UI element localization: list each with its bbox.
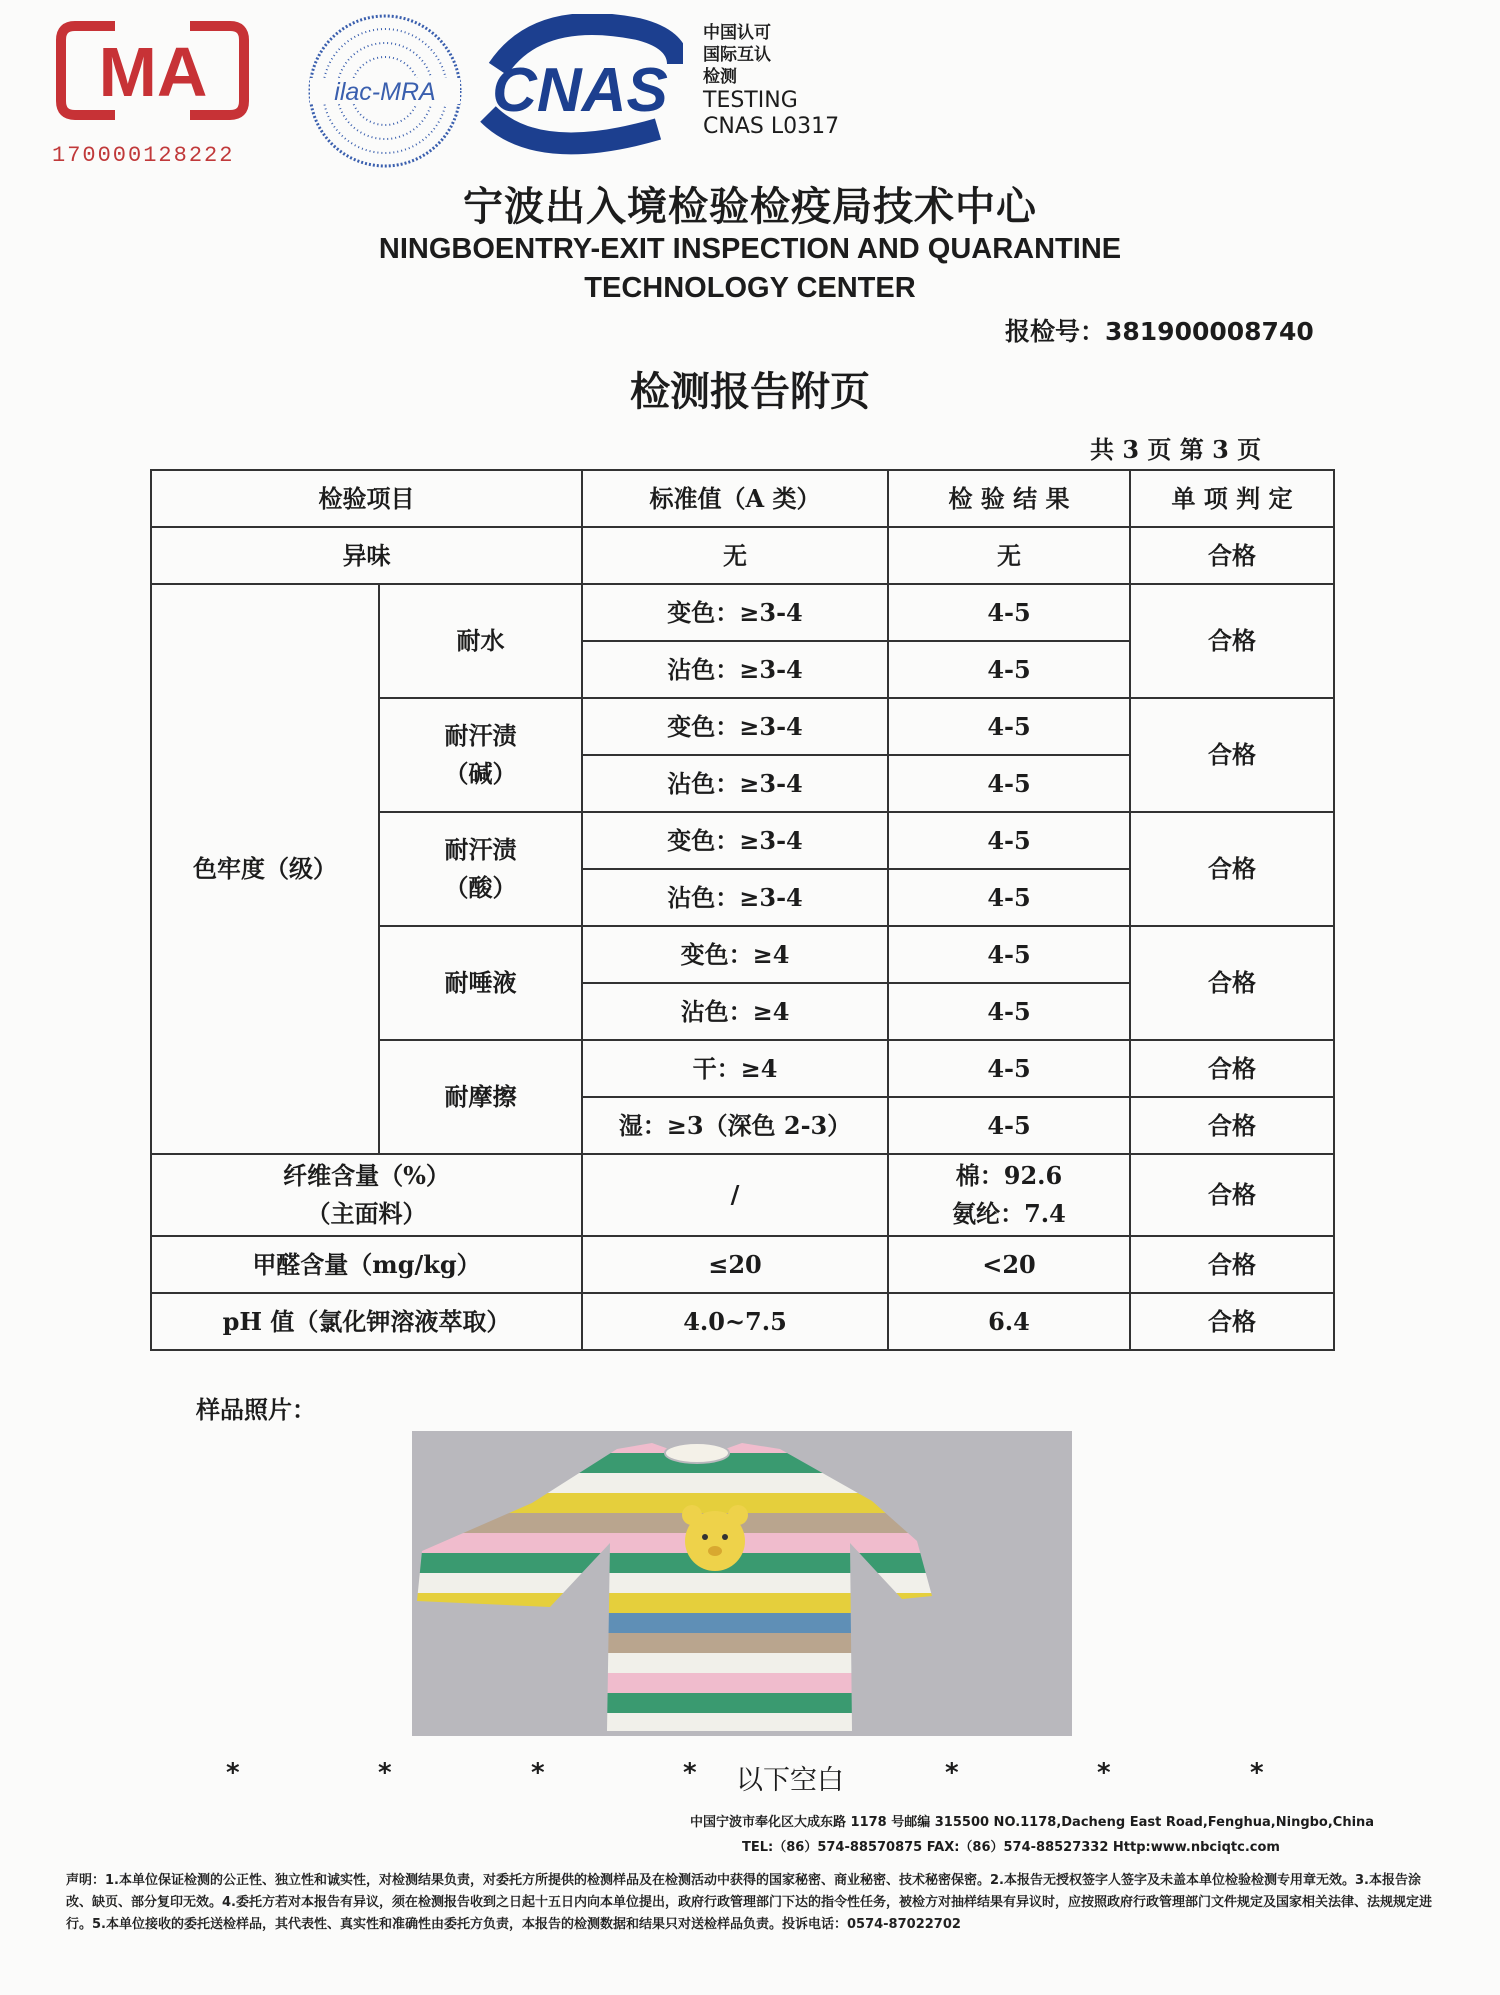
formaldehyde-item: 甲醛含量（mg/kg） xyxy=(151,1236,582,1293)
results-table xyxy=(150,469,1335,1351)
contact-line: TEL:（86）574-88570875 FAX:（86）574-88527332 Http:www.nbciqtc.com xyxy=(742,1840,1280,1855)
star-mark: * xyxy=(945,1758,959,1788)
sweat-acid-result-1: 4-5 xyxy=(888,812,1130,869)
water-standard-2: 沾色：≥3-4 xyxy=(582,641,888,698)
water-result-1: 4-5 xyxy=(888,584,1130,641)
formaldehyde-standard: ≤20 xyxy=(582,1236,888,1293)
table-row xyxy=(151,1293,1334,1350)
table-row xyxy=(151,1236,1334,1293)
rubbing-verdict-2: 合格 xyxy=(1130,1097,1334,1154)
table-header-row xyxy=(151,470,1334,527)
saliva-verdict: 合格 xyxy=(1130,926,1334,1040)
star-mark: * xyxy=(226,1758,240,1788)
cnas-text-line: 检测 xyxy=(703,67,737,87)
star-mark: * xyxy=(531,1758,545,1788)
sweat-alkali-result-1: 4-5 xyxy=(888,698,1130,755)
water-standard-1: 变色：≥3-4 xyxy=(582,584,888,641)
rubbing-result-2: 4-5 xyxy=(888,1097,1130,1154)
cma-logo xyxy=(55,18,250,123)
odor-item: 异味 xyxy=(151,527,582,584)
table-row xyxy=(151,1154,1334,1236)
sweat-alkali-standard-2: 沾色：≥3-4 xyxy=(582,755,888,812)
table-row xyxy=(151,584,1334,641)
sweat-acid-verdict: 合格 xyxy=(1130,812,1334,926)
sweat-alkali-name xyxy=(379,698,582,812)
sample-photo xyxy=(412,1431,1072,1736)
cnas-text-line: TESTING xyxy=(703,88,798,113)
saliva-standard-1: 变色：≥4 xyxy=(582,926,888,983)
sweat-alkali-verdict: 合格 xyxy=(1130,698,1334,812)
sweat-acid-name-line: （酸） xyxy=(444,873,517,902)
ilac-mra-logo xyxy=(306,12,464,170)
sweat-alkali-standard-1: 变色：≥3-4 xyxy=(582,698,888,755)
star-mark: * xyxy=(683,1758,697,1788)
header-verdict: 单 项 判 定 xyxy=(1130,470,1334,527)
svg-text:CNAS: CNAS xyxy=(492,56,668,125)
sweat-alkali-name-line: （碱） xyxy=(444,759,517,788)
header-result: 检 验 结 果 xyxy=(888,470,1130,527)
rubbing-name: 耐摩擦 xyxy=(379,1040,582,1154)
svg-text:ilac-MRA: ilac-MRA xyxy=(334,78,436,106)
org-name-en-line: TECHNOLOGY CENTER xyxy=(584,272,916,304)
fiber-standard: / xyxy=(582,1154,888,1236)
star-mark: * xyxy=(378,1758,392,1788)
saliva-result-1: 4-5 xyxy=(888,926,1130,983)
rubbing-standard-2: 湿：≥3（深色 2-3） xyxy=(582,1097,888,1154)
colorfastness-label: 色牢度（级） xyxy=(151,584,379,1154)
rubbing-standard-1: 干：≥4 xyxy=(582,1040,888,1097)
sweat-acid-result-2: 4-5 xyxy=(888,869,1130,926)
formaldehyde-verdict: 合格 xyxy=(1130,1236,1334,1293)
cnas-text-line: 国际互认 xyxy=(703,45,771,65)
fiber-item-line: 纤维含量（%） xyxy=(283,1161,450,1190)
cnas-accreditation-text xyxy=(703,22,883,140)
water-result-2: 4-5 xyxy=(888,641,1130,698)
fiber-result-line: 氨纶：7.4 xyxy=(952,1199,1066,1228)
footer-address xyxy=(690,1810,1450,1860)
cnas-text-line: 中国认可 xyxy=(703,23,771,43)
rubbing-result-1: 4-5 xyxy=(888,1040,1130,1097)
odor-result: 无 xyxy=(888,527,1130,584)
blank-line xyxy=(0,1758,1500,1794)
page-count: 共 3 页 第 3 页 xyxy=(1090,435,1262,464)
cnas-logo xyxy=(478,14,683,159)
fiber-result xyxy=(888,1154,1130,1236)
fiber-item xyxy=(151,1154,582,1236)
water-verdict: 合格 xyxy=(1130,584,1334,698)
sample-photo-label: 样品照片： xyxy=(196,1395,316,1424)
disclaimer-text: 声明：1.本单位保证检测的公正性、独立性和诚实性，对检测结果负责，对委托方所提供的检测样品及在检测活动中获得的国家秘密、商业秘密、技术秘密保密。2.本报告无授权签字人签字及未盖本单位检验检测专用章无效。3.本报告涂改、缺页、部分复印无效。4.委托方若对本报告有异议，须在检测报告收到之日起十五日内向本单位提出，政府行政管理部门下达的指令性任务，被检方对抽样结果有异议时，应按照政府行政管理部门文件规定及国家相关法律、法规规定进行。5.本单位接收的委托送检样品，其代表性、真实性和准确性由委托方负责，本报告的检测数据和结果只对送检样品负责。投诉电话：0574-87022702 xyxy=(66,1873,1432,1932)
ph-item: pH 值（氯化钾溶液萃取） xyxy=(151,1293,582,1350)
sweat-acid-standard-2: 沾色：≥3-4 xyxy=(582,869,888,926)
address-line: 中国宁波市奉化区大成东路 1178 号邮编 315500 NO.1178,Dacheng East Road,Fenghua,Ningbo,China xyxy=(690,1815,1375,1830)
odor-verdict: 合格 xyxy=(1130,527,1334,584)
saliva-name: 耐唾液 xyxy=(379,926,582,1040)
ph-verdict: 合格 xyxy=(1130,1293,1334,1350)
odor-standard: 无 xyxy=(582,527,888,584)
fiber-item-line: （主面料） xyxy=(306,1199,427,1228)
sweat-acid-standard-1: 变色：≥3-4 xyxy=(582,812,888,869)
report-number: 报检号：381900008740 xyxy=(1005,317,1314,346)
sweat-acid-name-line: 耐汗渍 xyxy=(444,835,517,864)
star-mark: * xyxy=(1097,1758,1111,1788)
formaldehyde-result: <20 xyxy=(888,1236,1130,1293)
saliva-result-2: 4-5 xyxy=(888,983,1130,1040)
cnas-text-line: CNAS L0317 xyxy=(703,114,840,139)
ph-result: 6.4 xyxy=(888,1293,1130,1350)
saliva-standard-2: 沾色：≥4 xyxy=(582,983,888,1040)
header-item: 检验项目 xyxy=(151,470,582,527)
fiber-result-line: 棉：92.6 xyxy=(955,1161,1063,1190)
ph-standard: 4.0~7.5 xyxy=(582,1293,888,1350)
sweat-acid-name xyxy=(379,812,582,926)
blank-below-text: 以下空白 xyxy=(736,1765,844,1796)
sweat-alkali-result-2: 4-5 xyxy=(888,755,1130,812)
table-row xyxy=(151,527,1334,584)
header-standard: 标准值（A 类） xyxy=(582,470,888,527)
org-name-cn: 宁波出入境检验检疫局技术中心 xyxy=(463,183,1037,230)
org-name-en-line: NINGBOENTRY-EXIT INSPECTION AND QUARANTINE xyxy=(378,233,1122,265)
fiber-verdict: 合格 xyxy=(1130,1154,1334,1236)
svg-text:MA: MA xyxy=(98,33,208,111)
rubbing-verdict-1: 合格 xyxy=(1130,1040,1334,1097)
sweat-alkali-name-line: 耐汗渍 xyxy=(444,721,517,750)
cma-number: 170000128222 xyxy=(52,143,235,168)
document-title: 检测报告附页 xyxy=(630,368,870,415)
star-mark: * xyxy=(1250,1758,1264,1788)
org-name-en xyxy=(0,230,1500,308)
water-name: 耐水 xyxy=(379,584,582,698)
